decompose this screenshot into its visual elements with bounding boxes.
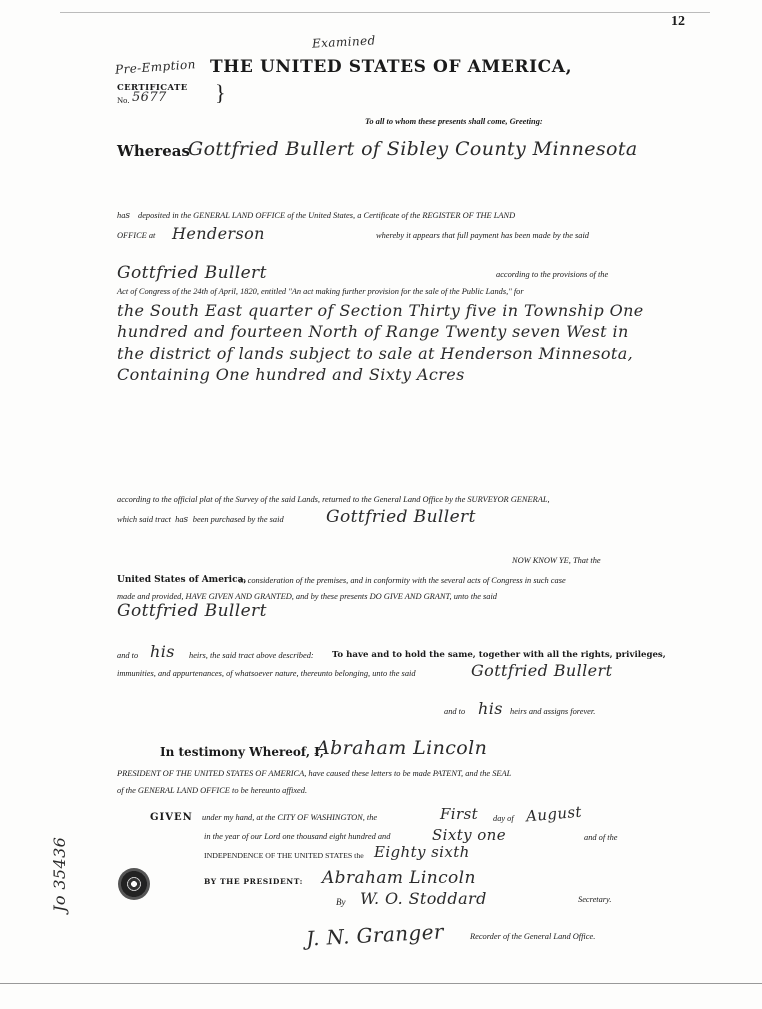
examined-note: Examined xyxy=(311,33,376,51)
heirs-forever: heirs and assigns forever. xyxy=(510,707,596,716)
secretary-signature: W. O. Stoddard xyxy=(360,889,487,908)
survey-line-1: according to the official plat of the Survey of the said Lands, returned to the General Land Office by the SURVEYOR GENERAL, xyxy=(117,495,550,504)
office-place: Henderson xyxy=(172,224,265,243)
survey-name: Gottfried Bullert xyxy=(326,507,476,527)
heirs-line-2: immunities, and appurtenances, of whatsoever nature, thereunto belonging, unto the said xyxy=(117,669,416,678)
testimony-line-1: PRESIDENT OF THE UNITED STATES OF AMERICA, have caused these letters to be made PATENT, and the SEAL xyxy=(117,769,512,778)
certificate-number: 5677 xyxy=(132,90,167,105)
by-label: By xyxy=(336,897,346,907)
now-know-ye: NOW KNOW YE, That the xyxy=(512,556,601,565)
payment-text: whereby it appears that full payment has been made by the said xyxy=(376,231,589,240)
day-of: day of xyxy=(493,814,514,823)
his: his xyxy=(150,642,175,661)
and-of-the: and of the xyxy=(584,833,618,842)
day-value: First xyxy=(440,805,479,823)
united-states-of-america: United States of America, xyxy=(117,575,247,585)
grantee-name-3: Gottfried Bullert xyxy=(471,661,613,680)
top-rule xyxy=(60,12,710,13)
president-signature: Abraham Lincoln xyxy=(322,868,476,888)
grant-line-1: in consideration of the premises, and in conformity with the several acts of Congress in such case xyxy=(239,576,566,585)
certificate-label: CERTIFICATE xyxy=(117,83,188,93)
given-under-hand: under my hand, at the CITY OF WASHINGTON, the xyxy=(202,813,378,822)
act-text: Act of Congress of the 24th of April, 1820, entitled "An act making further provision for the sale of the Public Lands," for xyxy=(117,287,524,296)
given-label: GIVEN xyxy=(150,812,193,823)
document-title: THE UNITED STATES OF AMERICA, xyxy=(210,57,573,77)
his-2: his xyxy=(478,699,503,718)
certificate-number-label: No. xyxy=(117,95,130,105)
whereas-name: Gottfried Bullert of Sibley County Minnesota xyxy=(188,138,638,160)
margin-note: Pre-Emption xyxy=(114,57,197,77)
provisions-text: according to the provisions of the xyxy=(496,270,609,279)
month-value: August xyxy=(525,802,583,826)
habendum-clause: To have and to hold the same, together with all the rights, privileges, xyxy=(332,650,666,660)
office-at-label: OFFICE at xyxy=(117,231,156,240)
deposit-line-1: deposited in the GENERAL LAND OFFICE of the United States, a Certificate of the REGISTER OF THE LAND xyxy=(138,211,516,220)
independence-value: Eighty sixth xyxy=(374,843,470,861)
seal-icon xyxy=(118,868,150,900)
year-line: in the year of our Lord one thousand eight hundred and xyxy=(204,832,391,841)
and-to: and to xyxy=(117,651,139,660)
description-line-3: the district of lands subject to sale at Henderson Minnesota, xyxy=(117,344,634,363)
independence-text: INDEPENDENCE OF THE UNITED STATES the xyxy=(204,851,364,860)
bottom-rule xyxy=(0,983,762,984)
grant-line-2: made and provided, HAVE GIVEN AND GRANTED, and by these presents DO GIVE AND GRANT, unto the said xyxy=(117,592,497,601)
president-name: Abraham Lincoln xyxy=(316,737,488,759)
brace: } xyxy=(215,80,226,105)
description-line-2: hundred and fourteen North of Range Twenty seven West in xyxy=(117,322,629,341)
and-to-2: and to xyxy=(444,707,466,716)
recorder-label: Recorder of the General Land Office. xyxy=(470,932,596,941)
survey-line-2: which said tract has been purchased by the said xyxy=(117,515,284,525)
heirs-line-1: heirs, the said tract above described: xyxy=(189,651,314,660)
secretary-label: Secretary. xyxy=(578,895,612,904)
whereas-label: Whereas xyxy=(117,142,190,160)
by-the-president: BY THE PRESIDENT: xyxy=(204,877,304,886)
grantee-name-1: Gottfried Bullert xyxy=(117,263,267,283)
testimony-label: In testimony Whereof, I, xyxy=(160,745,324,759)
description-line-1: the South East quarter of Section Thirty five in Township One xyxy=(117,301,644,320)
year-value: Sixty one xyxy=(432,826,506,844)
page-number: 12 xyxy=(671,14,685,29)
grantee-name-2: Gottfried Bullert xyxy=(117,601,267,621)
greeting: To all to whom these presents shall come, Greeting: xyxy=(365,117,543,126)
testimony-line-2: of the GENERAL LAND OFFICE to be hereunto affixed. xyxy=(117,786,308,795)
deposit-has: has xyxy=(117,211,131,221)
margin-number: Jo 35436 xyxy=(50,836,69,912)
recorder-signature: J. N. Granger xyxy=(305,919,445,951)
description-line-4: Containing One hundred and Sixty Acres xyxy=(117,365,465,384)
